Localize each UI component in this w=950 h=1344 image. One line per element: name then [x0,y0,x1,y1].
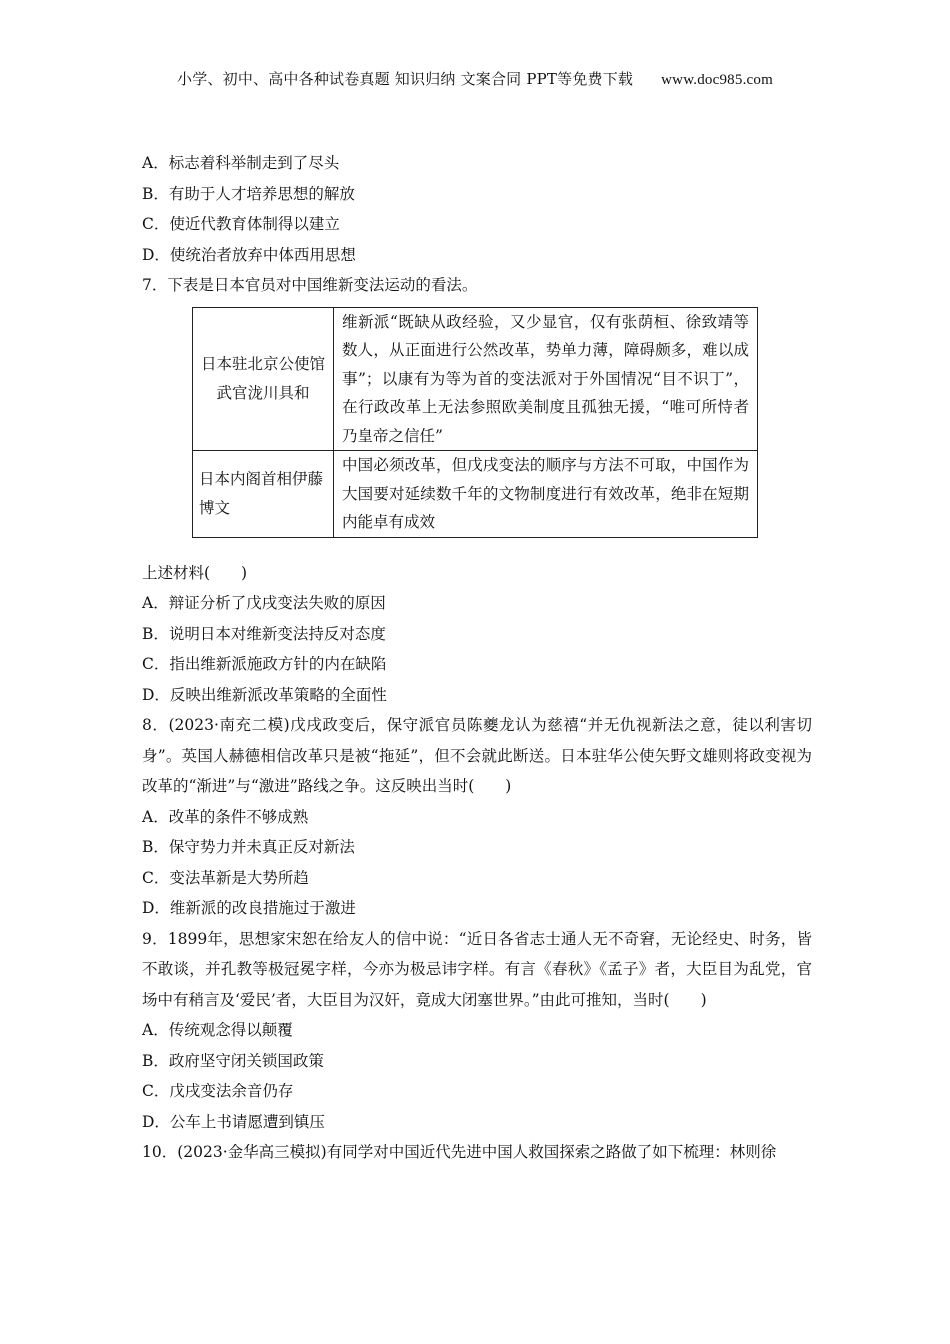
table-cell-official: 日本内阁首相伊藤博文 [193,451,334,538]
table-cell-official: 日本驻北京公使馆武官泷川具和 [193,307,334,451]
q8-option-d: D．维新派的改良措施过于激进 [142,899,356,917]
q9-option-d: D．公车上书请愿遭到镇压 [142,1112,325,1131]
q7-option-b: B．说明日本对维新变法持反对态度 [142,624,386,643]
table-row [193,307,758,451]
table-cell-view: 维新派“既缺从政经验，又少显官，仅有张荫桓、徐致靖等数人，从正面进行公然改革，势单力薄，障碍颇多，难以成事”；以康有为等为首的变法派对于外国情况“目不识丁”，在行政改革上无法参照欧美制度且孤独无援，“唯可所恃者乃皇帝之信任” [334,307,758,451]
q7-option-d: D．反映出维新派改革策略的全面性 [142,685,387,704]
q7-source-table [192,307,758,538]
q9-option-a: A．传统观念得以颠覆 [142,1021,293,1039]
q6-options [142,148,812,270]
table-cell-view: 中国必须改革，但戊戌变法的顺序与方法不可取，中国作为大国要对延续数千年的文物制度进行有效改革，绝非在短期内能卓有成效 [334,451,758,538]
q9-stem: 9．1899年，思想家宋恕在给友人的信中说：“近日各省志士通人无不奇窘，无论经史、时务，皆不敢谈，并孔教等极冠冕字样，今亦为极忌讳字样。有言《春秋》《孟子》者，大臣目为乱党，官场中有稍言及‘爱民’者，大臣目为汉奸，竟成大闭塞世界。”由此可推知，当时( ) [142,929,812,1009]
q9-option-c: C．戊戌变法余音仍存 [142,1082,294,1100]
q7-option-a: A．辩证分析了戊戌变法失败的原因 [142,594,386,612]
q6-option-b: B．有助于人才培养思想的解放 [142,184,355,203]
header-text: 小学、初中、高中各种试卷真题 知识归纳 文案合同 PPT等免费下载 [177,70,634,88]
q9-option-b: B．政府坚守闭关锁国政策 [142,1051,324,1070]
q8-option-a: A．改革的条件不够成熟 [142,807,309,826]
q7-prompt: 上述材料( ) [142,563,248,582]
q7-option-c: C．指出维新派施政方针的内在缺陷 [142,655,387,673]
q7-stem: 7．下表是日本官员对中国维新变法运动的看法。 [142,276,478,294]
q6-option-c: C．使近代教育体制得以建立 [142,215,340,233]
table-row [193,451,758,538]
q8-option-c: C．变法革新是大势所趋 [142,868,309,887]
page-header [0,68,950,89]
q6-option-d: D．使统治者放弃中体西用思想 [142,245,356,264]
q10-stem: 10．(2023·金华高三模拟)有同学对中国近代先进中国人救国探索之路做了如下梳理：林则徐 [142,1143,777,1161]
q8-option-b: B．保守势力并未真正反对新法 [142,838,355,856]
q8-stem: 8．(2023·南充二模)戊戌政变后，保守派官员陈夔龙认为慈禧“并无仇视新法之意，徒以利害切身”。英国人赫德相信改革只是被“拖延”，但不会就此断送。日本驻华公使矢野文雄则将政变视为改革的“渐进”与“激进”路线之争。这反映出当时( ) [142,716,812,795]
document-body [142,148,812,1168]
q6-option-a: A．标志着科举制走到了尽头 [142,154,340,172]
header-site-link[interactable]: www.doc985.com [661,72,773,88]
